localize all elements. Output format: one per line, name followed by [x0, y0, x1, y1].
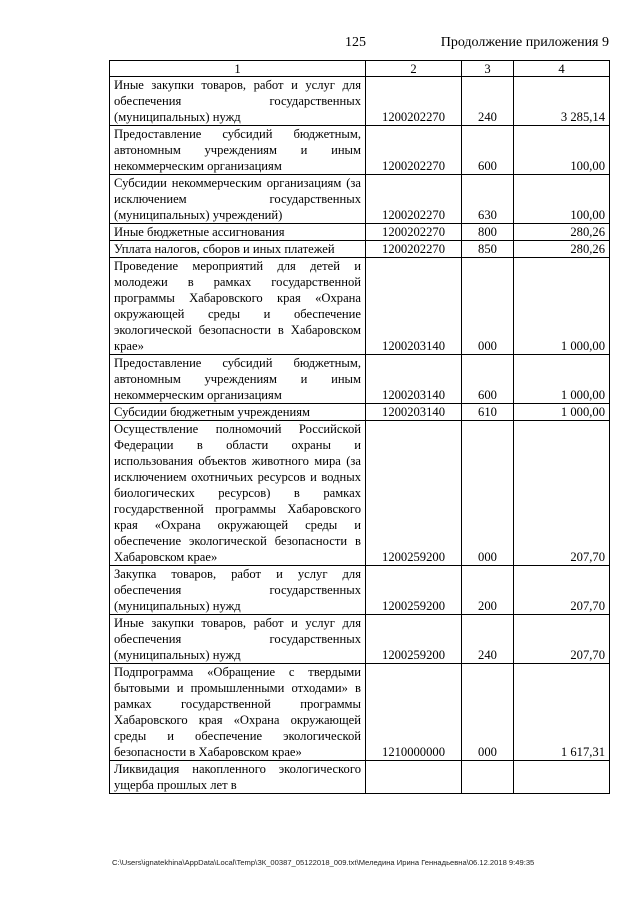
row-code: 1200203140 — [366, 258, 462, 355]
row-code: 1200259200 — [366, 615, 462, 664]
row-amount: 1 000,00 — [514, 355, 610, 404]
row-code: 1200202270 — [366, 175, 462, 224]
row-expense-type: 000 — [462, 258, 514, 355]
row-expense-type: 240 — [462, 615, 514, 664]
row-amount: 280,26 — [514, 241, 610, 258]
page-number: 125 — [345, 35, 366, 50]
row-amount: 100,00 — [514, 175, 610, 224]
row-name: Ликвидация накопленного экологического ущерба прошлых лет в — [110, 761, 366, 794]
table-row — [110, 566, 610, 615]
budget-table — [109, 60, 610, 794]
row-expense-type: 600 — [462, 126, 514, 175]
column-header: 4 — [514, 61, 610, 77]
table-row — [110, 175, 610, 224]
footer-file-path: C:\Users\ignatekhina\AppData\Local\Temp\ЗК_00387_05122018_009.txt\Меледина Ирина Геннадьевна\06.12.2018 9:49:35 — [112, 858, 535, 867]
row-code — [366, 761, 462, 794]
row-code: 1200203140 — [366, 355, 462, 404]
row-code: 1200203140 — [366, 404, 462, 421]
table-row — [110, 241, 610, 258]
row-name: Иные закупки товаров, работ и услуг для обеспечения государственных (муниципальных) нужд — [110, 615, 366, 664]
row-amount: 280,26 — [514, 224, 610, 241]
row-code: 1200202270 — [366, 126, 462, 175]
appendix-caption: Продолжение приложения 9 — [440, 35, 609, 50]
table-row — [110, 355, 610, 404]
row-expense-type: 630 — [462, 175, 514, 224]
row-code: 1200202270 — [366, 77, 462, 126]
row-amount: 207,70 — [514, 421, 610, 566]
table-row — [110, 421, 610, 566]
row-amount: 1 000,00 — [514, 258, 610, 355]
row-name: Уплата налогов, сборов и иных платежей — [110, 241, 366, 258]
row-amount — [514, 761, 610, 794]
row-code: 1200202270 — [366, 241, 462, 258]
row-amount: 100,00 — [514, 126, 610, 175]
row-code: 1200202270 — [366, 224, 462, 241]
row-amount: 1 000,00 — [514, 404, 610, 421]
row-name: Предоставление субсидий бюджетным, автономным учреждениям и иным некоммерческим организациям — [110, 126, 366, 175]
row-code: 1200259200 — [366, 421, 462, 566]
page-header — [0, 35, 640, 55]
row-amount: 3 285,14 — [514, 77, 610, 126]
row-name: Осуществление полномочий Российской Федерации в области охраны и использования объектов животного мира (за исключением охотничьих ресурсов и водных биологических ресурсов) в рамках государственной программы Хабаровского края «Охрана окружающей среды и обеспечение экологической безопасности в Хабаровском крае» — [110, 421, 366, 566]
row-expense-type: 850 — [462, 241, 514, 258]
row-expense-type: 000 — [462, 664, 514, 761]
row-code: 1200259200 — [366, 566, 462, 615]
row-expense-type — [462, 761, 514, 794]
table-row — [110, 77, 610, 126]
row-name: Иные закупки товаров, работ и услуг для обеспечения государственных (муниципальных) нужд — [110, 77, 366, 126]
table-row — [110, 664, 610, 761]
row-name: Подпрограмма «Обращение с твердыми бытовыми и промышленными отходами» в рамках государственной программы Хабаровского края «Охрана окружающей среды и обеспечение экологической безопасности в Хабаровском крае» — [110, 664, 366, 761]
row-amount: 207,70 — [514, 566, 610, 615]
row-amount: 207,70 — [514, 615, 610, 664]
table-row — [110, 258, 610, 355]
table-header-row — [110, 61, 610, 77]
row-name: Закупка товаров, работ и услуг для обеспечения государственных (муниципальных) нужд — [110, 566, 366, 615]
row-expense-type: 200 — [462, 566, 514, 615]
table-row — [110, 224, 610, 241]
row-amount: 1 617,31 — [514, 664, 610, 761]
column-header: 3 — [462, 61, 514, 77]
row-expense-type: 600 — [462, 355, 514, 404]
table-row — [110, 615, 610, 664]
column-header: 1 — [110, 61, 366, 77]
row-expense-type: 000 — [462, 421, 514, 566]
table-row — [110, 761, 610, 794]
table-row — [110, 126, 610, 175]
column-header: 2 — [366, 61, 462, 77]
row-code: 1210000000 — [366, 664, 462, 761]
row-name: Субсидии бюджетным учреждениям — [110, 404, 366, 421]
row-name: Предоставление субсидий бюджетным, автономным учреждениям и иным некоммерческим организациям — [110, 355, 366, 404]
row-expense-type: 240 — [462, 77, 514, 126]
row-name: Субсидии некоммерческим организациям (за исключением государственных (муниципальных) учреждений) — [110, 175, 366, 224]
table-row — [110, 404, 610, 421]
row-expense-type: 800 — [462, 224, 514, 241]
row-expense-type: 610 — [462, 404, 514, 421]
row-name: Проведение мероприятий для детей и молодежи в рамках государственной программы Хабаровского края «Охрана окружающей среды и обеспечение экологической безопасности в Хабаровском крае» — [110, 258, 366, 355]
row-name: Иные бюджетные ассигнования — [110, 224, 366, 241]
